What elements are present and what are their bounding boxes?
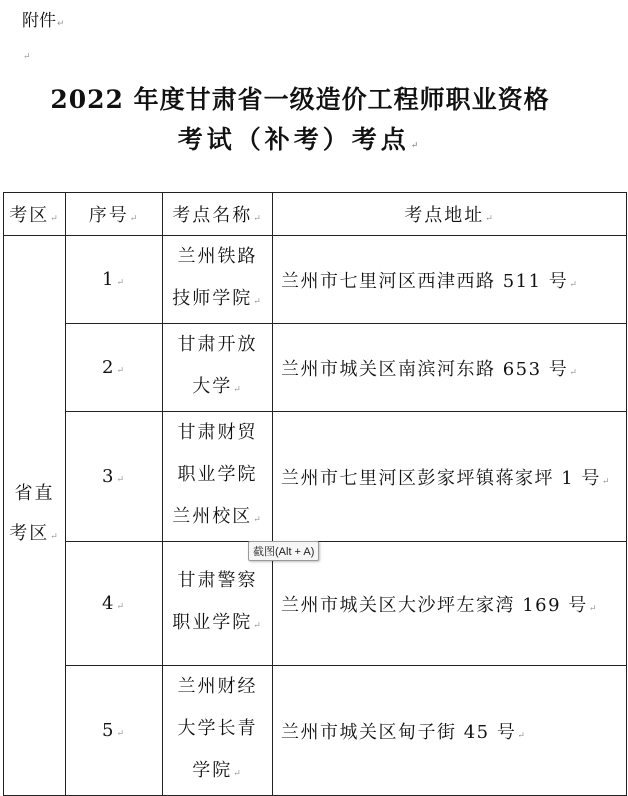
paragraph-mark-icon: ↵	[57, 19, 65, 29]
site-name-line: 甘肃警察	[177, 570, 258, 591]
site-address-cell: 兰州市城关区大沙坪左家湾 169 号↵	[273, 542, 627, 666]
site-name-line: 甘肃财贸	[177, 422, 258, 443]
index-cell: 5↵	[66, 666, 163, 796]
document-title-line2: 考试（补考）考点↵	[177, 125, 423, 154]
site-name-line: 职业学院	[177, 464, 258, 485]
region-cell	[4, 236, 66, 796]
table-row	[4, 324, 627, 412]
exam-sites-table	[3, 192, 627, 796]
site-name-line: 技师学院↵	[172, 288, 263, 309]
site-name-cell	[163, 666, 273, 796]
site-name-line: 兰州铁路	[177, 246, 258, 267]
region-line: 省直	[14, 483, 55, 504]
header-cell: 考区↵	[4, 193, 66, 236]
paragraph-mark-icon: ↵	[23, 52, 31, 62]
site-name-line: 学院↵	[192, 760, 243, 781]
site-address-cell: 兰州市城关区甸子街 45 号↵	[273, 666, 627, 796]
site-address-cell: 兰州市七里河区彭家坪镇蒋家坪 1 号↵	[273, 412, 627, 542]
site-name-line: 甘肃开放	[177, 334, 258, 355]
table-header-row	[4, 193, 627, 236]
site-name-line: 兰州校区↵	[172, 506, 263, 527]
header-cell: 序号↵	[66, 193, 163, 236]
site-name-cell	[163, 324, 273, 412]
site-name-line: 大学长青	[177, 718, 258, 739]
index-cell: 4↵	[66, 542, 163, 666]
table-row	[4, 236, 627, 324]
site-name-line: 兰州财经	[177, 676, 258, 697]
site-name-line: 职业学院↵	[172, 612, 263, 633]
index-cell: 1↵	[66, 236, 163, 324]
table-row	[4, 666, 627, 796]
header-cell: 考点地址↵	[273, 193, 627, 236]
region-line: 考区↵	[9, 523, 60, 544]
index-cell: 3↵	[66, 412, 163, 542]
site-name-cell	[163, 236, 273, 324]
screenshot-tooltip: 截图(Alt + A)	[248, 541, 319, 561]
attachment-label: 附件↵	[22, 11, 65, 31]
table-row	[4, 412, 627, 542]
index-cell: 2↵	[66, 324, 163, 412]
header-cell: 考点名称↵	[163, 193, 273, 236]
site-address-cell: 兰州市城关区南滨河东路 653 号↵	[273, 324, 627, 412]
paragraph-mark-icon: ↵	[410, 141, 423, 151]
site-address-cell: 兰州市七里河区西津西路 511 号↵	[273, 236, 627, 324]
site-name-line: 大学↵	[192, 376, 243, 397]
document-title-line1: 2022 年度甘肃省一级造价工程师职业资格	[50, 85, 550, 114]
site-name-cell	[163, 412, 273, 542]
